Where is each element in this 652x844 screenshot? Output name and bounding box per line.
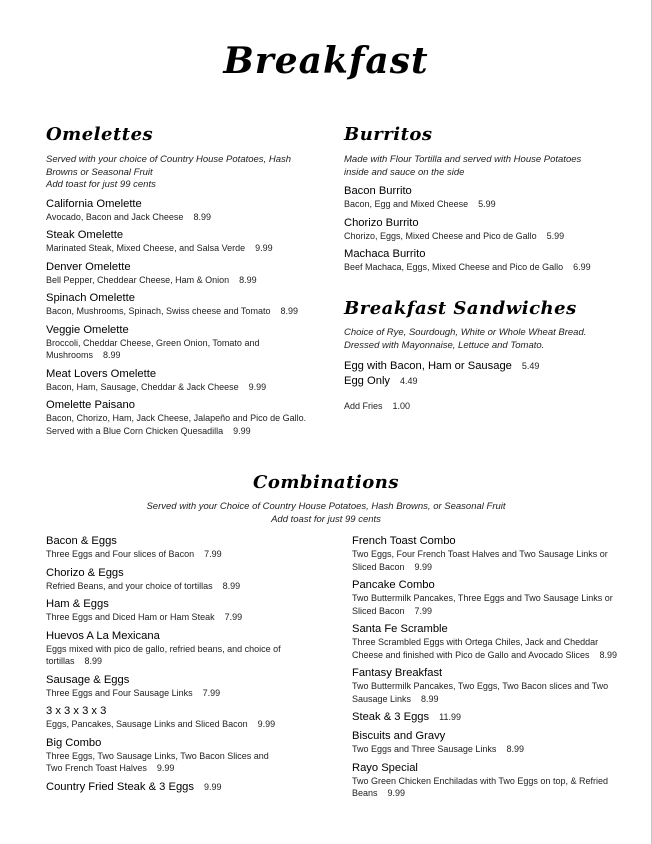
item-name — [352, 710, 642, 724]
omelettes-list — [46, 197, 336, 438]
combinations-left-list — [46, 534, 341, 794]
omelettes-intro — [46, 154, 336, 192]
intro-line: Browns or Seasonal Fruit — [46, 166, 153, 178]
item-name — [46, 673, 341, 687]
item-price: 8.99 — [506, 744, 524, 754]
menu-item — [46, 260, 336, 287]
menu-item — [352, 761, 642, 800]
item-description — [46, 305, 336, 318]
item-description-text: Sliced Bacon — [352, 561, 405, 572]
item-name — [352, 534, 642, 548]
item-description-text: tortillas — [46, 656, 75, 666]
menu-item — [46, 323, 336, 362]
menu-item — [46, 780, 341, 794]
menu-item — [352, 622, 642, 661]
item-description-text: Bell Pepper, Cheddear Cheese, Ham & Onion — [46, 274, 230, 285]
item-description-text: Two Eggs, Four French Toast Halves and Two Sausage Links or — [352, 549, 608, 559]
item-name — [46, 704, 341, 718]
menu-item — [352, 534, 642, 573]
item-name-text: Big Combo — [46, 736, 102, 749]
item-description — [46, 718, 341, 731]
item-description-text: Bacon, Egg and Mixed Cheese — [344, 199, 469, 209]
item-price: 7.99 — [414, 605, 433, 616]
fries-label: Add Fries — [344, 401, 383, 411]
item-description-text: Avocado, Bacon and Jack Cheese — [46, 211, 184, 222]
item-name-text: Chorizo Burrito — [344, 216, 419, 229]
item-name-text: Chorizo & Eggs — [46, 566, 124, 579]
item-name-text: Machaca Burrito — [344, 248, 426, 260]
item-description-text: Beef Machaca, Eggs, Mixed Cheese and Pico de Gallo — [344, 262, 564, 272]
menu-item — [46, 704, 341, 731]
menu-item — [46, 736, 341, 775]
item-description-text: Two Buttermilk Pancakes, Two Eggs, Two Bacon slices and Two — [352, 681, 609, 691]
intro-line: Choice of Rye, Sourdough, White or Whole Wheat Bread. — [344, 327, 587, 338]
item-description — [46, 762, 341, 775]
item-name-text: Rayo Special — [352, 761, 418, 774]
item-description-text: Two French Toast Halves — [46, 763, 147, 773]
item-description-text: Three Eggs and Four slices of Bacon — [46, 549, 195, 559]
burritos-heading: Burritos — [344, 124, 433, 145]
item-price: 8.99 — [599, 649, 618, 660]
item-description — [46, 211, 336, 224]
item-description — [46, 548, 341, 561]
item-price: 9.99 — [248, 381, 267, 392]
item-description — [46, 750, 341, 763]
combinations-heading: Combinations — [253, 472, 399, 493]
intro-line: Dressed with Mayonnaise, Lettuce and Tomato. — [344, 339, 545, 351]
menu-item — [46, 673, 341, 700]
menu-item — [46, 228, 336, 255]
menu-item — [344, 247, 634, 274]
item-description — [352, 548, 642, 561]
item-description — [46, 687, 341, 700]
item-description — [46, 274, 336, 287]
item-description-text: Three Eggs, Two Sausage Links, Two Bacon Slices and — [46, 750, 269, 761]
item-name-text: Country Fried Steak & 3 Eggs — [46, 780, 194, 793]
burritos-list — [344, 184, 634, 274]
item-name — [352, 578, 642, 592]
item-description — [46, 643, 341, 656]
item-description — [352, 561, 642, 574]
item-name — [46, 260, 336, 274]
item-description — [352, 743, 642, 756]
item-price: 5.99 — [478, 199, 496, 209]
item-name — [46, 534, 341, 548]
item-name — [46, 197, 336, 211]
item-price: 9.99 — [414, 561, 433, 572]
item-name — [46, 291, 336, 305]
item-price: 8.99 — [193, 211, 211, 222]
menu-item — [46, 597, 341, 624]
item-description-text: Broccoli, Cheddar Cheese, Green Onion, Tomato and — [46, 337, 260, 348]
item-description — [46, 337, 336, 350]
item-description-text: Bacon, Mushrooms, Spinach, Swiss cheese and Tomato — [46, 306, 271, 316]
item-price: 5.49 — [521, 361, 540, 371]
combinations-left-column — [46, 529, 341, 794]
item-description-text: Three Eggs and Four Sausage Links — [46, 687, 193, 698]
item-description-text: Two Eggs and Three Sausage Links — [352, 744, 497, 754]
item-name — [46, 323, 336, 337]
item-name — [46, 367, 336, 381]
item-name-text: Fantasy Breakfast — [352, 667, 443, 679]
item-description — [352, 636, 642, 649]
burritos-intro — [344, 154, 634, 179]
item-description-text: Eggs mixed with pico de gallo, refried beans, and choice of — [46, 643, 281, 654]
menu-item — [352, 578, 642, 617]
intro-line: Add toast for just 99 cents — [46, 179, 156, 190]
menu-item — [46, 367, 336, 394]
item-price: 6.99 — [573, 262, 591, 272]
item-name-text: Huevos A La Mexicana — [46, 629, 160, 642]
item-description — [352, 787, 642, 800]
item-name — [352, 622, 642, 636]
item-description — [46, 611, 341, 624]
intro-line: Made with Flour Tortilla and served with House Potatoes — [344, 154, 582, 165]
item-name — [352, 666, 642, 680]
menu-item — [46, 197, 336, 224]
item-description — [352, 693, 642, 706]
menu-item — [46, 291, 336, 318]
menu-item — [46, 398, 336, 437]
item-description-text: Served with a Blue Corn Chicken Quesadilla — [46, 425, 224, 436]
intro-line: Served with your Choice of Country House Potatoes, Hash Browns, or Seasonal Fruit — [146, 501, 506, 512]
item-name — [46, 228, 336, 242]
item-price: 8.99 — [239, 274, 257, 285]
intro-line: inside and sauce on the side — [344, 166, 465, 178]
item-price: 11.99 — [439, 712, 461, 722]
item-description-text: Marinated Steak, Mixed Cheese, and Salsa Verde — [46, 243, 246, 253]
item-description — [344, 198, 634, 211]
combinations-right-list — [352, 534, 642, 800]
item-description-text: Cheese and finished with Pico de Gallo and Avocado Slices — [352, 649, 590, 660]
item-name-text: Veggie Omelette — [46, 323, 129, 336]
item-name-text: 3 x 3 x 3 x 3 — [46, 705, 107, 717]
item-name — [344, 247, 634, 261]
item-description — [352, 605, 642, 618]
item-name-text: Steak & 3 Eggs — [352, 711, 430, 723]
item-name — [352, 729, 642, 743]
menu-item — [46, 534, 341, 561]
item-price: 8.99 — [222, 580, 241, 591]
item-description-text: Mushrooms — [46, 350, 94, 360]
item-price: 9.99 — [233, 425, 251, 436]
item-description — [46, 580, 341, 593]
item-description-text: Sliced Bacon — [352, 605, 405, 616]
menu-item — [352, 729, 642, 756]
item-price: 8.99 — [421, 693, 439, 704]
item-price: 9.99 — [204, 781, 222, 792]
item-name — [46, 780, 341, 794]
item-description — [352, 775, 642, 788]
item-description — [46, 242, 336, 255]
item-price: 8.99 — [84, 656, 103, 666]
item-description-text: Chorizo, Eggs, Mixed Cheese and Pico de Gallo — [344, 230, 537, 241]
item-name-text: Meat Lovers Omelette — [46, 367, 157, 380]
item-description-text: Two Green Chicken Enchiladas with Two Eggs on top, & Refried — [352, 775, 608, 786]
sandwiches-intro — [344, 327, 634, 352]
item-description — [46, 412, 336, 425]
item-description-text: Two Buttermilk Pancakes, Three Eggs and Two Sausage Links or — [352, 593, 613, 603]
item-description — [352, 649, 642, 662]
menu-item — [46, 566, 341, 593]
item-name-text: Omelette Paisano — [46, 399, 135, 411]
item-price: 7.99 — [202, 687, 221, 698]
menu-item — [344, 359, 634, 373]
item-price: 9.99 — [387, 788, 406, 798]
item-name-text: French Toast Combo — [352, 535, 456, 547]
item-price: 7.99 — [224, 612, 243, 622]
item-name — [352, 761, 642, 775]
item-price: 4.49 — [400, 376, 418, 386]
item-description — [46, 349, 336, 362]
add-fries — [344, 400, 634, 413]
item-description — [344, 230, 634, 243]
item-name-text: Pancake Combo — [352, 579, 435, 591]
item-name — [344, 216, 634, 230]
item-name-text: Spinach Omelette — [46, 292, 135, 304]
menu-item — [344, 374, 634, 388]
item-price: 9.99 — [257, 719, 276, 729]
item-price: 1.00 — [392, 401, 411, 411]
item-name — [46, 629, 341, 643]
menu-item — [344, 184, 634, 211]
item-description-text: Bacon, Ham, Sausage, Cheddar & Jack Cheese — [46, 381, 239, 392]
item-price: 8.99 — [280, 306, 298, 316]
item-name-text: Steak Omelette — [46, 229, 124, 241]
item-description-text: Eggs, Pancakes, Sausage Links and Sliced Bacon — [46, 719, 248, 729]
item-description-text: Bacon, Chorizo, Ham, Jack Cheese, Jalapeño and Pico de Gallo. — [46, 413, 307, 423]
intro-line: Add toast for just 99 cents — [271, 513, 381, 525]
item-name-text: Biscuits and Gravy — [352, 730, 446, 742]
menu-item — [352, 666, 642, 705]
item-name — [344, 184, 634, 198]
page-title: Breakfast — [223, 40, 429, 82]
item-description — [46, 381, 336, 394]
item-name — [46, 566, 341, 580]
item-name-text: Sausage & Eggs — [46, 673, 130, 686]
sandwiches-section — [344, 327, 634, 413]
omelettes-section — [46, 154, 336, 437]
item-name — [46, 597, 341, 611]
item-name-text: California Omelette — [46, 197, 142, 210]
item-price: 5.99 — [546, 230, 565, 241]
item-description — [46, 655, 341, 668]
menu-item — [344, 216, 634, 243]
item-name-text: Bacon Burrito — [344, 185, 412, 197]
omelettes-heading: Omelettes — [46, 124, 154, 145]
item-description — [344, 261, 634, 274]
item-description-text: Beans — [352, 788, 378, 798]
item-description — [352, 592, 642, 605]
item-description-text: Three Eggs and Diced Ham or Ham Steak — [46, 612, 215, 622]
item-price: 8.99 — [103, 350, 121, 360]
item-name-text: Santa Fe Scramble — [352, 623, 448, 635]
item-description — [46, 425, 336, 438]
intro-line: Served with your choice of Country House Potatoes, Hash — [46, 154, 292, 165]
menu-item — [46, 629, 341, 668]
item-name-text: Ham & Eggs — [46, 598, 109, 610]
item-name: Egg with Bacon, Ham or Sausage — [344, 360, 512, 372]
item-description-text: Sausage Links — [352, 693, 412, 704]
combinations-intro — [0, 501, 652, 526]
item-description-text: Refried Beans, and your choice of tortillas — [46, 580, 213, 591]
item-price: 9.99 — [156, 763, 175, 773]
item-name: Egg Only — [344, 375, 391, 387]
sandwiches-heading: Breakfast Sandwiches — [344, 298, 577, 319]
item-description-text: Three Scrambled Eggs with Ortega Chiles, Jack and Cheddar — [352, 637, 599, 647]
item-name — [46, 398, 336, 412]
burritos-section — [344, 154, 634, 274]
item-name-text: Denver Omelette — [46, 260, 131, 273]
item-name-text: Bacon & Eggs — [46, 535, 117, 547]
item-price: 9.99 — [255, 243, 273, 253]
item-name — [46, 736, 341, 750]
menu-item — [352, 710, 642, 724]
combinations-right-column — [352, 529, 642, 800]
item-description — [352, 680, 642, 693]
item-price: 7.99 — [204, 549, 222, 559]
